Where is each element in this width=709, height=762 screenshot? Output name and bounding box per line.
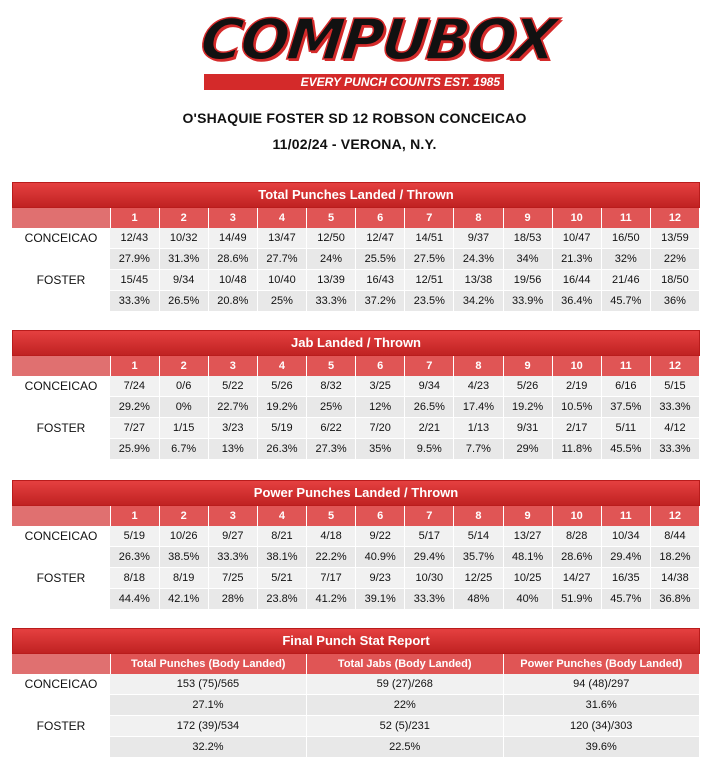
percentage-cell: 45.5% [601, 439, 650, 460]
percentage-cell: 28% [208, 589, 257, 610]
round-number: 5 [307, 356, 356, 376]
percentage-cell: 25% [257, 291, 306, 312]
landed-thrown-cell: 8/32 [307, 376, 356, 397]
landed-thrown-cell: 18/53 [503, 228, 552, 249]
logo-wordmark: COMPUBOX [197, 8, 558, 73]
round-number: 5 [307, 208, 356, 228]
totals-cell: 172 (39)/534 [110, 716, 307, 737]
round-number: 1 [110, 208, 159, 228]
landed-thrown-cell: 3/25 [356, 376, 405, 397]
percentage-cell: 28.6% [552, 547, 601, 568]
round-number: 2 [159, 506, 208, 526]
percentage-cell: 22% [650, 249, 699, 270]
landed-thrown-cell: 13/59 [650, 228, 699, 249]
fighter-pct-row [12, 397, 700, 418]
fighter-totals-row [12, 716, 700, 737]
landed-thrown-cell: 7/17 [307, 568, 356, 589]
landed-thrown-cell: 1/13 [454, 418, 503, 439]
fighter-pct-row [12, 547, 700, 568]
percentage-cell: 33.3% [208, 547, 257, 568]
percentage-cell: 48.1% [503, 547, 552, 568]
landed-thrown-cell: 7/27 [110, 418, 159, 439]
landed-thrown-cell: 5/19 [257, 418, 306, 439]
fight-title: O'SHAQUIE FOSTER SD 12 ROBSON CONCEICAO [182, 110, 527, 126]
totals-cell: 94 (48)/297 [503, 674, 700, 695]
percentage-cell: 40.9% [356, 547, 405, 568]
landed-thrown-cell: 10/25 [503, 568, 552, 589]
landed-thrown-cell: 9/34 [405, 376, 454, 397]
totals-cell: 120 (34)/303 [503, 716, 700, 737]
percentage-cell: 36.8% [650, 589, 699, 610]
percentage-cell: 13% [208, 439, 257, 460]
percentage-cell: 34% [503, 249, 552, 270]
section-title: Power Punches Landed / Thrown [12, 480, 700, 506]
landed-thrown-cell: 9/31 [503, 418, 552, 439]
landed-thrown-cell: 7/20 [356, 418, 405, 439]
percentage-cell: 21.3% [552, 249, 601, 270]
percentage-cell: 33.3% [650, 397, 699, 418]
stat-section [12, 480, 700, 610]
final-header-row [12, 654, 700, 674]
landed-thrown-cell: 14/38 [650, 568, 699, 589]
round-number: 3 [208, 506, 257, 526]
fighter-name: CONCEICAO [12, 674, 110, 716]
landed-thrown-cell: 8/19 [159, 568, 208, 589]
landed-thrown-cell: 4/12 [650, 418, 699, 439]
round-header-row [12, 506, 700, 526]
percentage-cell: 17.4% [454, 397, 503, 418]
round-number: 1 [110, 506, 159, 526]
percentage-cell: 32.2% [110, 737, 307, 758]
landed-thrown-cell: 10/32 [159, 228, 208, 249]
landed-thrown-cell: 13/39 [307, 270, 356, 291]
percentage-cell: 19.2% [503, 397, 552, 418]
landed-thrown-cell: 14/27 [552, 568, 601, 589]
percentage-cell: 25.5% [356, 249, 405, 270]
round-number: 10 [552, 506, 601, 526]
landed-thrown-cell: 13/27 [503, 526, 552, 547]
round-number: 11 [601, 506, 650, 526]
final-column-header: Total Punches (Body Landed) [110, 654, 307, 674]
landed-thrown-cell: 9/27 [208, 526, 257, 547]
landed-thrown-cell: 16/50 [601, 228, 650, 249]
percentage-cell: 45.7% [601, 291, 650, 312]
header-blank-cell [12, 208, 110, 228]
round-number: 4 [257, 506, 306, 526]
landed-thrown-cell: 9/22 [356, 526, 405, 547]
fighter-landed-row [12, 568, 700, 589]
compubox-logo [197, 8, 558, 89]
percentage-cell: 51.9% [552, 589, 601, 610]
landed-thrown-cell: 13/38 [454, 270, 503, 291]
percentage-cell: 19.2% [257, 397, 306, 418]
landed-thrown-cell: 8/18 [110, 568, 159, 589]
percentage-cell: 37.5% [601, 397, 650, 418]
round-number: 10 [552, 356, 601, 376]
landed-thrown-cell: 7/25 [208, 568, 257, 589]
percentage-cell: 26.5% [159, 291, 208, 312]
percentage-cell: 31.6% [503, 695, 700, 716]
landed-thrown-cell: 8/28 [552, 526, 601, 547]
fighter-pct-row [12, 695, 700, 716]
percentage-cell: 11.8% [552, 439, 601, 460]
percentage-cell: 39.1% [356, 589, 405, 610]
percentage-cell: 29.4% [601, 547, 650, 568]
percentage-cell: 34.2% [454, 291, 503, 312]
round-number: 9 [503, 356, 552, 376]
percentage-cell: 33.3% [650, 439, 699, 460]
section-title: Final Punch Stat Report [12, 628, 700, 654]
percentage-cell: 25% [307, 397, 356, 418]
percentage-cell: 36% [650, 291, 699, 312]
stat-section [12, 330, 700, 460]
percentage-cell: 38.1% [257, 547, 306, 568]
round-number: 5 [307, 506, 356, 526]
landed-thrown-cell: 5/21 [257, 568, 306, 589]
landed-thrown-cell: 5/26 [503, 376, 552, 397]
percentage-cell: 33.3% [110, 291, 159, 312]
round-number: 3 [208, 356, 257, 376]
percentage-cell: 33.9% [503, 291, 552, 312]
landed-thrown-cell: 18/50 [650, 270, 699, 291]
round-number: 7 [405, 208, 454, 228]
percentage-cell: 7.7% [454, 439, 503, 460]
round-number: 6 [356, 506, 405, 526]
landed-thrown-cell: 5/14 [454, 526, 503, 547]
landed-thrown-cell: 16/44 [552, 270, 601, 291]
round-number: 9 [503, 208, 552, 228]
fighter-landed-row [12, 228, 700, 249]
round-number: 9 [503, 506, 552, 526]
fighter-totals-row [12, 674, 700, 695]
totals-cell: 52 (5)/231 [307, 716, 504, 737]
landed-thrown-cell: 7/24 [110, 376, 159, 397]
fighter-name: CONCEICAO [12, 376, 110, 418]
landed-thrown-cell: 15/45 [110, 270, 159, 291]
fighter-pct-row [12, 737, 700, 758]
header-blank-cell [12, 654, 110, 674]
fighter-pct-row [12, 439, 700, 460]
percentage-cell: 48% [454, 589, 503, 610]
percentage-cell: 44.4% [110, 589, 159, 610]
landed-thrown-cell: 5/15 [650, 376, 699, 397]
round-stats-table [12, 208, 700, 312]
landed-thrown-cell: 4/23 [454, 376, 503, 397]
landed-thrown-cell: 1/15 [159, 418, 208, 439]
percentage-cell: 26.3% [257, 439, 306, 460]
round-number: 11 [601, 356, 650, 376]
percentage-cell: 27.1% [110, 695, 307, 716]
round-number: 6 [356, 356, 405, 376]
percentage-cell: 35.7% [454, 547, 503, 568]
round-number: 6 [356, 208, 405, 228]
fighter-pct-row [12, 249, 700, 270]
totals-cell: 59 (27)/268 [307, 674, 504, 695]
landed-thrown-cell: 5/26 [257, 376, 306, 397]
landed-thrown-cell: 16/43 [356, 270, 405, 291]
landed-thrown-cell: 0/6 [159, 376, 208, 397]
landed-thrown-cell: 2/19 [552, 376, 601, 397]
percentage-cell: 29.4% [405, 547, 454, 568]
percentage-cell: 42.1% [159, 589, 208, 610]
landed-thrown-cell: 12/51 [405, 270, 454, 291]
landed-thrown-cell: 12/43 [110, 228, 159, 249]
landed-thrown-cell: 12/25 [454, 568, 503, 589]
landed-thrown-cell: 14/49 [208, 228, 257, 249]
percentage-cell: 35% [356, 439, 405, 460]
fighter-name: CONCEICAO [12, 228, 110, 270]
percentage-cell: 9.5% [405, 439, 454, 460]
landed-thrown-cell: 8/21 [257, 526, 306, 547]
landed-thrown-cell: 9/23 [356, 568, 405, 589]
percentage-cell: 36.4% [552, 291, 601, 312]
round-stats-table [12, 356, 700, 460]
landed-thrown-cell: 5/11 [601, 418, 650, 439]
header-blank-cell [12, 356, 110, 376]
percentage-cell: 22.7% [208, 397, 257, 418]
landed-thrown-cell: 2/21 [405, 418, 454, 439]
round-header-row [12, 208, 700, 228]
landed-thrown-cell: 5/19 [110, 526, 159, 547]
landed-thrown-cell: 21/46 [601, 270, 650, 291]
fighter-pct-row [12, 589, 700, 610]
percentage-cell: 29.2% [110, 397, 159, 418]
round-number: 10 [552, 208, 601, 228]
percentage-cell: 39.6% [503, 737, 700, 758]
percentage-cell: 12% [356, 397, 405, 418]
percentage-cell: 10.5% [552, 397, 601, 418]
landed-thrown-cell: 14/51 [405, 228, 454, 249]
landed-thrown-cell: 10/30 [405, 568, 454, 589]
round-number: 8 [454, 208, 503, 228]
fighter-name: CONCEICAO [12, 526, 110, 568]
percentage-cell: 25.9% [110, 439, 159, 460]
landed-thrown-cell: 10/48 [208, 270, 257, 291]
round-number: 2 [159, 356, 208, 376]
landed-thrown-cell: 9/34 [159, 270, 208, 291]
percentage-cell: 26.3% [110, 547, 159, 568]
header-blank-cell [12, 506, 110, 526]
round-number: 7 [405, 506, 454, 526]
percentage-cell: 38.5% [159, 547, 208, 568]
landed-thrown-cell: 10/40 [257, 270, 306, 291]
fighter-name: FOSTER [12, 568, 110, 610]
landed-thrown-cell: 13/47 [257, 228, 306, 249]
percentage-cell: 32% [601, 249, 650, 270]
percentage-cell: 27.5% [405, 249, 454, 270]
percentage-cell: 23.5% [405, 291, 454, 312]
landed-thrown-cell: 4/18 [307, 526, 356, 547]
fighter-landed-row [12, 418, 700, 439]
percentage-cell: 33.3% [405, 589, 454, 610]
totals-cell: 153 (75)/565 [110, 674, 307, 695]
percentage-cell: 0% [159, 397, 208, 418]
round-number: 8 [454, 356, 503, 376]
round-number: 8 [454, 506, 503, 526]
landed-thrown-cell: 12/50 [307, 228, 356, 249]
percentage-cell: 27.7% [257, 249, 306, 270]
fighter-name: FOSTER [12, 716, 110, 758]
round-number: 11 [601, 208, 650, 228]
landed-thrown-cell: 3/23 [208, 418, 257, 439]
logo-tagline: EVERY PUNCH COUNTS EST. 1985 [300, 75, 500, 89]
percentage-cell: 22% [307, 695, 504, 716]
landed-thrown-cell: 6/22 [307, 418, 356, 439]
final-column-header: Power Punches (Body Landed) [503, 654, 700, 674]
landed-thrown-cell: 10/47 [552, 228, 601, 249]
round-header-row [12, 356, 700, 376]
percentage-cell: 27.3% [307, 439, 356, 460]
section-title: Total Punches Landed / Thrown [12, 182, 700, 208]
round-number: 12 [650, 506, 699, 526]
percentage-cell: 20.8% [208, 291, 257, 312]
landed-thrown-cell: 16/35 [601, 568, 650, 589]
landed-thrown-cell: 6/16 [601, 376, 650, 397]
fighter-landed-row [12, 526, 700, 547]
round-number: 4 [257, 356, 306, 376]
fighter-name: FOSTER [12, 418, 110, 460]
percentage-cell: 29% [503, 439, 552, 460]
percentage-cell: 27.9% [110, 249, 159, 270]
round-number: 12 [650, 356, 699, 376]
percentage-cell: 24.3% [454, 249, 503, 270]
percentage-cell: 18.2% [650, 547, 699, 568]
percentage-cell: 26.5% [405, 397, 454, 418]
landed-thrown-cell: 10/34 [601, 526, 650, 547]
landed-thrown-cell: 10/26 [159, 526, 208, 547]
round-number: 2 [159, 208, 208, 228]
stat-section [12, 182, 700, 312]
landed-thrown-cell: 5/17 [405, 526, 454, 547]
fighter-pct-row [12, 291, 700, 312]
landed-thrown-cell: 12/47 [356, 228, 405, 249]
percentage-cell: 28.6% [208, 249, 257, 270]
fighter-landed-row [12, 376, 700, 397]
landed-thrown-cell: 2/17 [552, 418, 601, 439]
landed-thrown-cell: 8/44 [650, 526, 699, 547]
percentage-cell: 40% [503, 589, 552, 610]
round-number: 1 [110, 356, 159, 376]
percentage-cell: 45.7% [601, 589, 650, 610]
landed-thrown-cell: 5/22 [208, 376, 257, 397]
fighter-landed-row [12, 270, 700, 291]
percentage-cell: 33.3% [307, 291, 356, 312]
percentage-cell: 31.3% [159, 249, 208, 270]
fight-date-venue: 11/02/24 - VERONA, N.Y. [272, 136, 437, 152]
percentage-cell: 22.5% [307, 737, 504, 758]
round-number: 7 [405, 356, 454, 376]
final-stats-table [12, 654, 700, 758]
percentage-cell: 22.2% [307, 547, 356, 568]
landed-thrown-cell: 19/56 [503, 270, 552, 291]
percentage-cell: 41.2% [307, 589, 356, 610]
round-stats-table [12, 506, 700, 610]
final-column-header: Total Jabs (Body Landed) [307, 654, 504, 674]
percentage-cell: 24% [307, 249, 356, 270]
percentage-cell: 6.7% [159, 439, 208, 460]
percentage-cell: 23.8% [257, 589, 306, 610]
percentage-cell: 37.2% [356, 291, 405, 312]
round-number: 12 [650, 208, 699, 228]
final-stat-section [12, 628, 700, 758]
fighter-name: FOSTER [12, 270, 110, 312]
round-number: 3 [208, 208, 257, 228]
landed-thrown-cell: 9/37 [454, 228, 503, 249]
round-number: 4 [257, 208, 306, 228]
section-title: Jab Landed / Thrown [12, 330, 700, 356]
